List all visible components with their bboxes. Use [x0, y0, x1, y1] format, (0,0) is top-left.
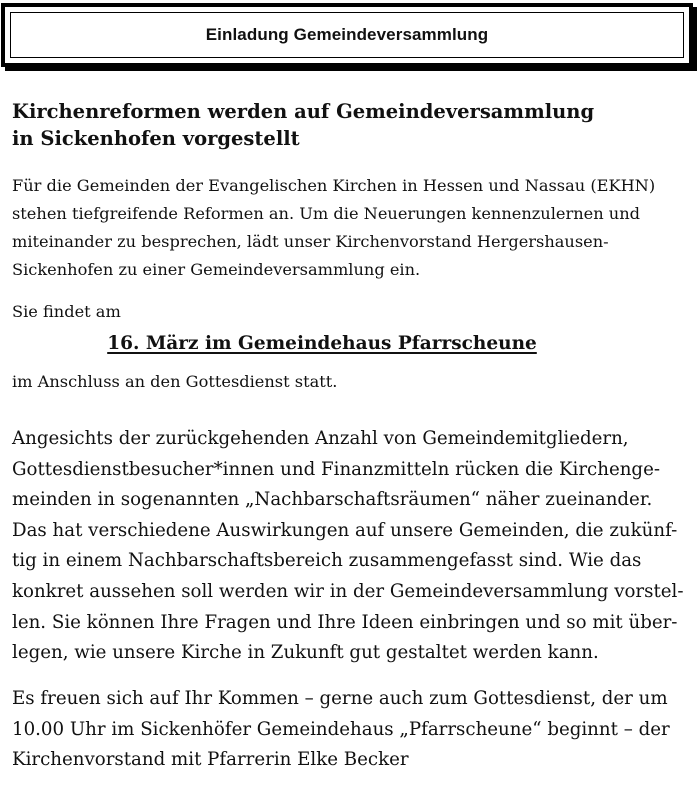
- text-line: Sickenhofen zu einer Gemeindeversammlung ein.: [12, 260, 421, 279]
- paragraph-closing: [12, 684, 700, 776]
- text-line: Es freuen sich auf Ihr Kommen – gerne auch zum Gottesdienst, der um: [12, 688, 668, 709]
- text-line: Das hat verschiedene Auswirkungen auf unsere Gemeinden, die zukünf-: [12, 519, 678, 541]
- text-line: meinden in sogenannten „Nachbarschaftsräumen“ näher zueinander.: [12, 489, 653, 511]
- headline-line: in Sickenhofen vorgestellt: [12, 127, 300, 150]
- text-line: Angesichts der zurückgehenden Anzahl von Gemeindemitgliedern,: [12, 428, 629, 449]
- paragraph-when: [12, 298, 700, 326]
- text-line: tig in einem Nachbarschaftsbereich zusammengefasst sind. Wie das: [12, 550, 642, 572]
- title-box: [1, 3, 693, 67]
- text-line: konkret aussehen soll werden wir in der Gemeindeversammlung vorstel-: [12, 580, 684, 602]
- text-line: stehen tiefgreifende Reformen an. Um die Neuerungen kennenzulernen und: [12, 204, 641, 223]
- text-line: legen, wie unsere Kirche in Zukunft gut gestaltet werden kann.: [12, 642, 599, 664]
- text-line: Kirchenvorstand mit Pfarrerin Elke Becker: [12, 749, 409, 771]
- text-line: Sie findet am: [12, 302, 121, 321]
- title-inner-frame: [10, 12, 684, 58]
- date-location: 16. März im Gemeindehaus Pfarrscheune: [107, 333, 537, 354]
- paragraph-after: [12, 368, 700, 396]
- text-line: len. Sie können Ihre Fragen und Ihre Ideen einbringen und so mit über-: [12, 611, 678, 633]
- text-line: Gottesdienstbesucher*innen und Finanzmitteln rücken die Kirchenge-: [12, 458, 660, 480]
- paragraph-main: [12, 424, 700, 669]
- headline-line: Kirchenreformen werden auf Gemeindeversammlung: [12, 100, 595, 123]
- text-line: Für die Gemeinden der Evangelischen Kirchen in Hessen und Nassau (EKHN): [12, 176, 656, 195]
- document-title: Einladung Gemeindeversammlung: [205, 25, 489, 44]
- text-line: 10.00 Uhr im Sickenhöfer Gemeindehaus „Pfarrscheune“ beginnt – der: [12, 718, 670, 740]
- text-line: miteinander zu besprechen, lädt unser Kirchenvorstand Hergershausen-: [12, 232, 609, 251]
- paragraph-intro: [12, 172, 700, 284]
- text-line: im Anschluss an den Gottesdienst statt.: [12, 372, 338, 391]
- headline: [12, 98, 692, 152]
